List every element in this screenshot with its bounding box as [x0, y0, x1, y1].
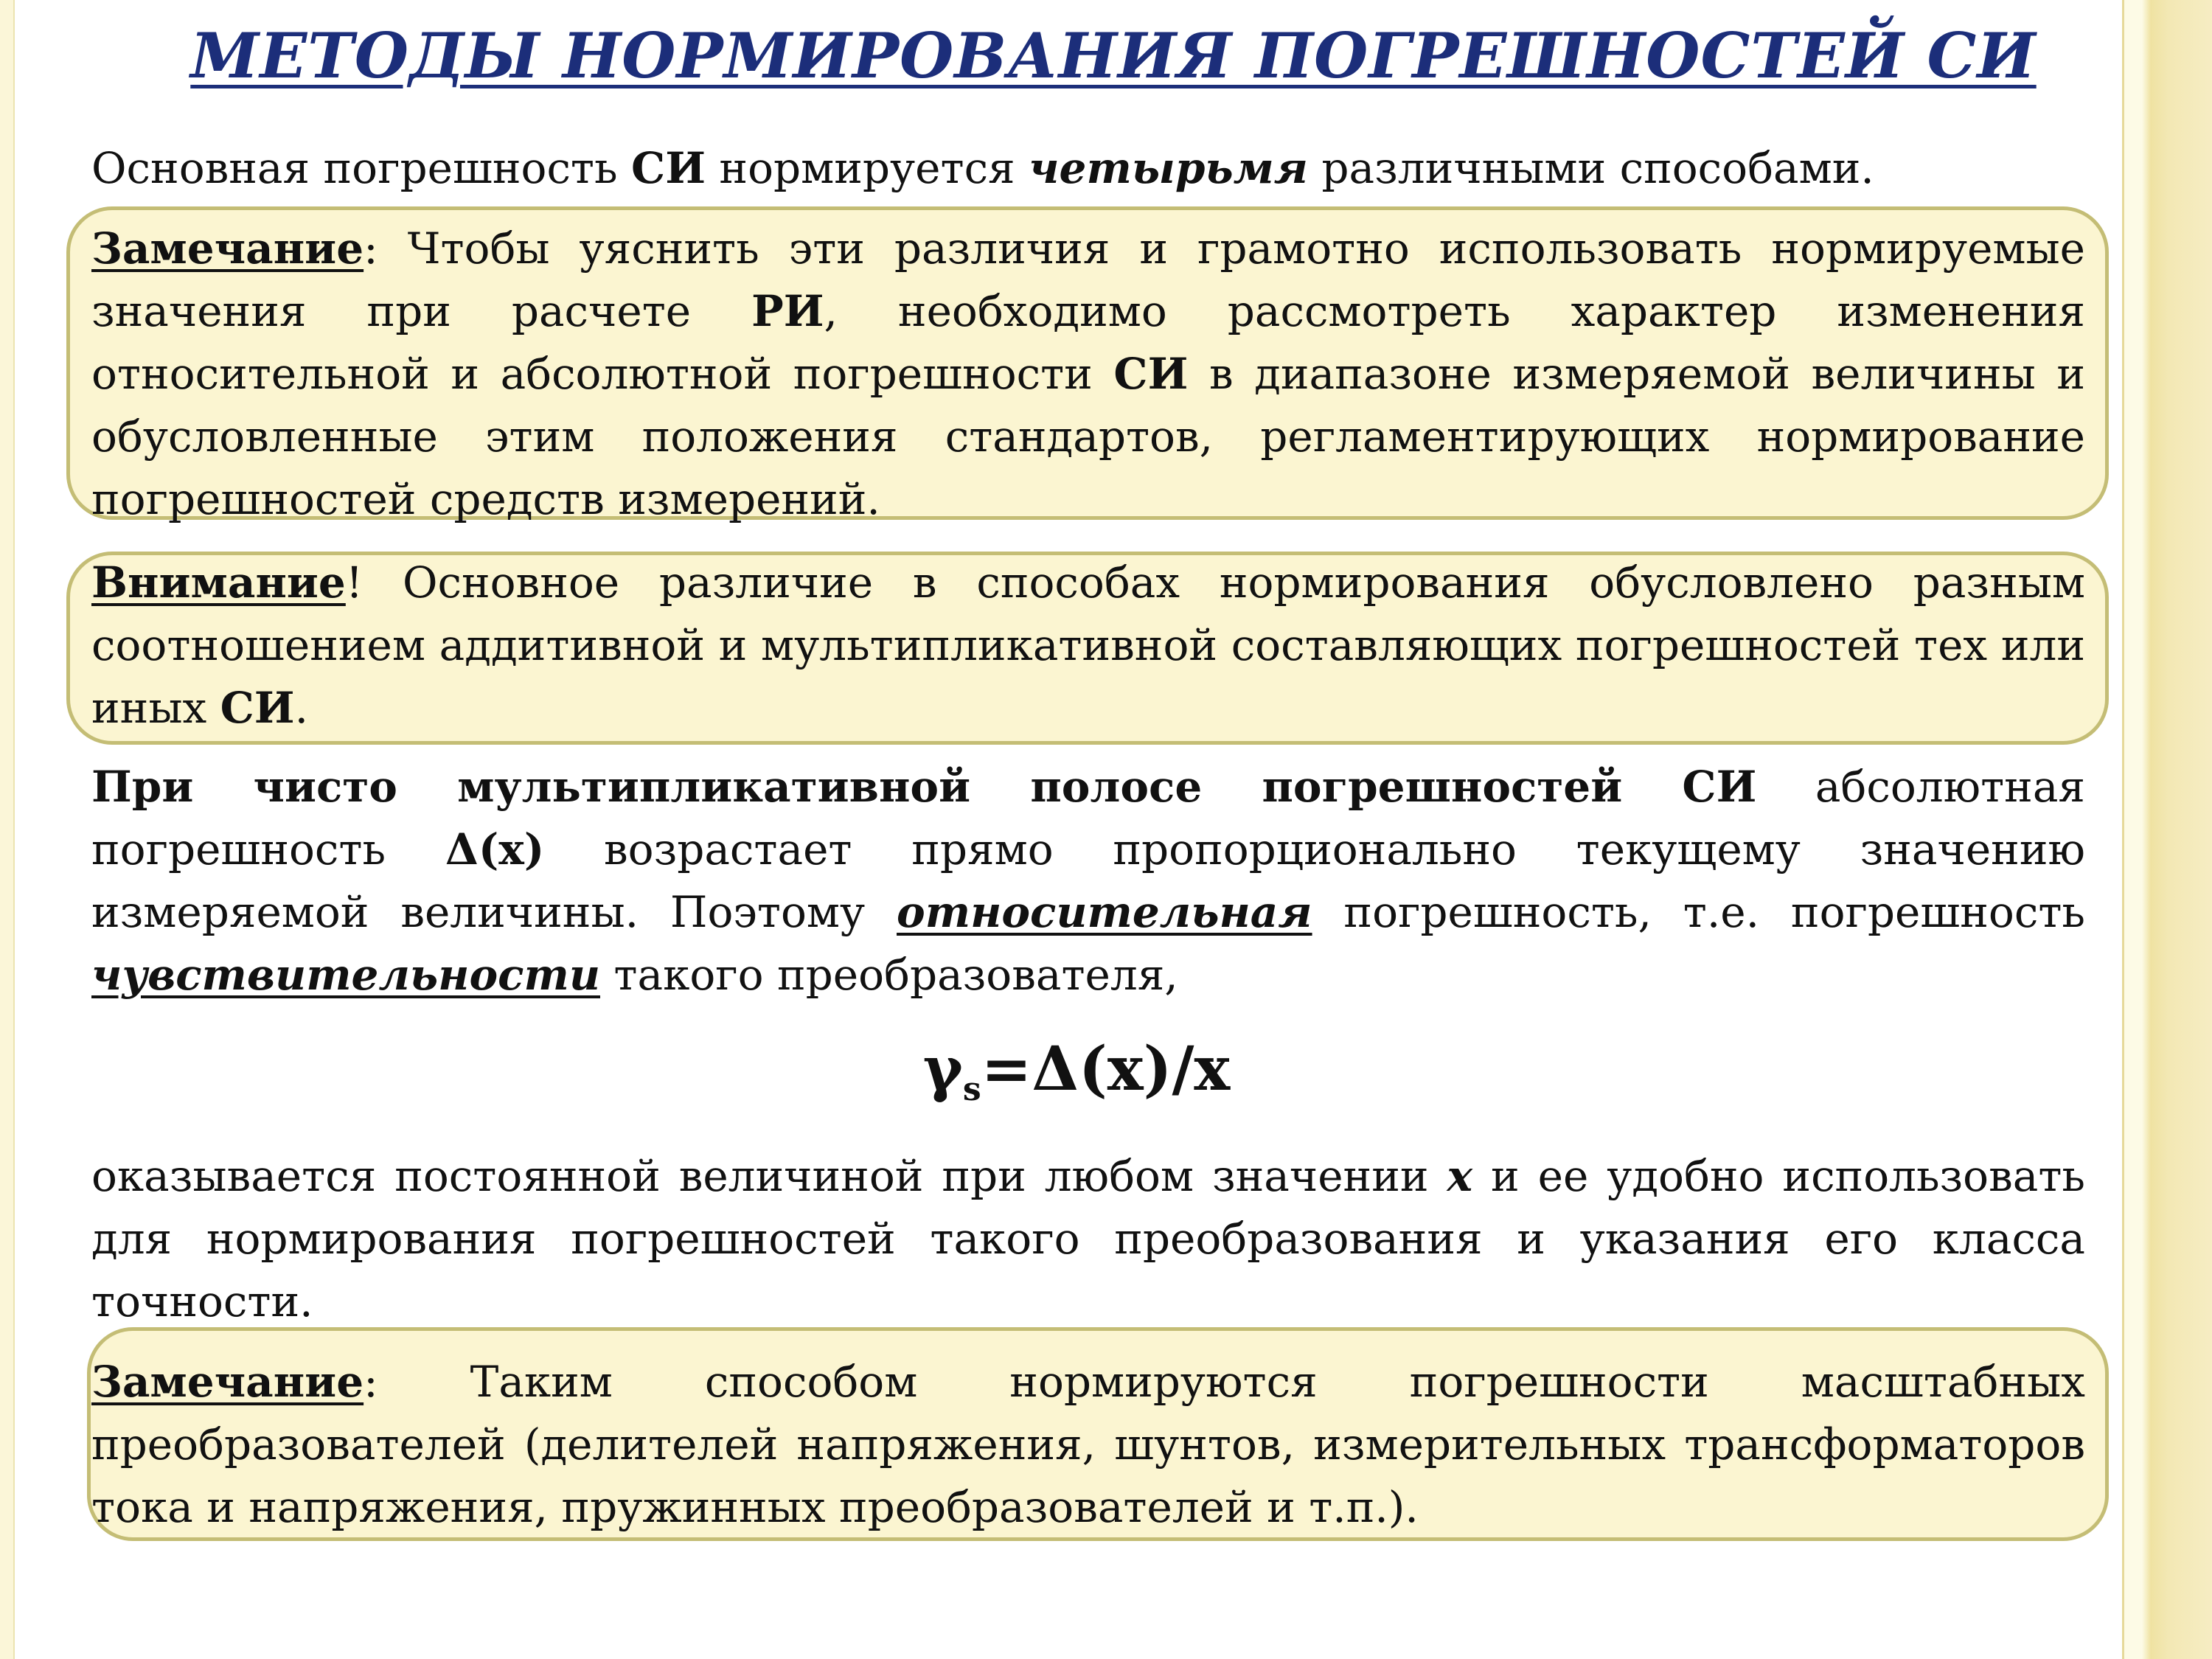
ri-term: РИ: [751, 286, 824, 336]
conclusion-paragraph: [91, 1145, 2085, 1333]
attention-label: Внимание: [91, 557, 346, 608]
slide-frame-right: [2122, 0, 2212, 1659]
formula-rest: =Δ(x)/x: [981, 1034, 1231, 1105]
si-term: СИ: [220, 683, 295, 733]
body-text: абсолютная погрешность: [91, 762, 2086, 874]
intro-text: нормируется: [706, 143, 1029, 193]
formula-gamma: γ: [922, 1034, 963, 1105]
delta-term: Δ(x): [445, 824, 545, 874]
multiplicative-lead: При чисто мультипликативной полосе погрешностей СИ: [91, 762, 1757, 812]
attention-text: .: [294, 683, 309, 733]
remark-text: : Таким способом нормируются погрешности масштабных преобразователей (делителей напряжения, шунтов, измерительных трансформаторов тока и напряжения, пружинных преобразователей и т.п.).: [91, 1357, 2085, 1532]
multiplicative-paragraph: [91, 756, 2085, 1006]
si-term: СИ: [1113, 349, 1189, 399]
body-text: погрешность, т.е. погрешность: [1312, 887, 2085, 937]
intro-text: различными способами.: [1307, 143, 1874, 193]
x-variable: x: [1447, 1151, 1473, 1201]
remark-text: , необходимо рассмотреть характер изменения относительной и абсолютной погрешности: [91, 286, 2086, 399]
body-text: оказывается постоянной величиной при любом значении: [91, 1151, 1447, 1201]
intro-paragraph: [91, 137, 2082, 200]
relative-term: относительная: [897, 887, 1312, 937]
emphasis-four: четырьмя: [1029, 143, 1308, 193]
body-text: возрастает прямо пропорционально текущему значению измеряемой величины. Поэтому: [91, 824, 2085, 937]
formula-subscript: s: [962, 1071, 981, 1108]
remark-paragraph-2: [91, 1351, 2085, 1539]
sensitivity-term: чувствительности: [91, 950, 600, 1000]
attention-paragraph: [91, 552, 2085, 740]
remark-paragraph-1: [91, 218, 2085, 531]
si-term: СИ: [631, 143, 706, 193]
body-text: такого преобразователя,: [600, 950, 1178, 1000]
remark-text: в диапазоне измеряемой величины и обусловленные этим положения стандартов, регламентирующих нормирование погрешностей средств измерений.: [91, 349, 2085, 524]
slide-title: МЕТОДЫ НОРМИРОВАНИЯ ПОГРЕШНОСТЕЙ СИ: [190, 19, 2037, 92]
remark-text: : Чтобы уяснить эти различия и грамотно использовать нормируемые значения при расчете: [91, 223, 2085, 336]
slide-frame-left: [0, 0, 15, 1659]
intro-text: Основная погрешность: [91, 143, 632, 193]
remark-label: Замечание: [91, 1357, 364, 1407]
remark-label: Замечание: [91, 223, 364, 274]
body-text: и ее удобно использовать для нормирования погрешностей такого преобразования и указания его класса точности.: [91, 1151, 2085, 1326]
attention-text: ! Основное различие в способах нормирования обусловлено разным соотношением аддитивной и мультипликативной составляющих погрешностей тех или иных: [91, 557, 2085, 733]
formula: [855, 1029, 1298, 1130]
